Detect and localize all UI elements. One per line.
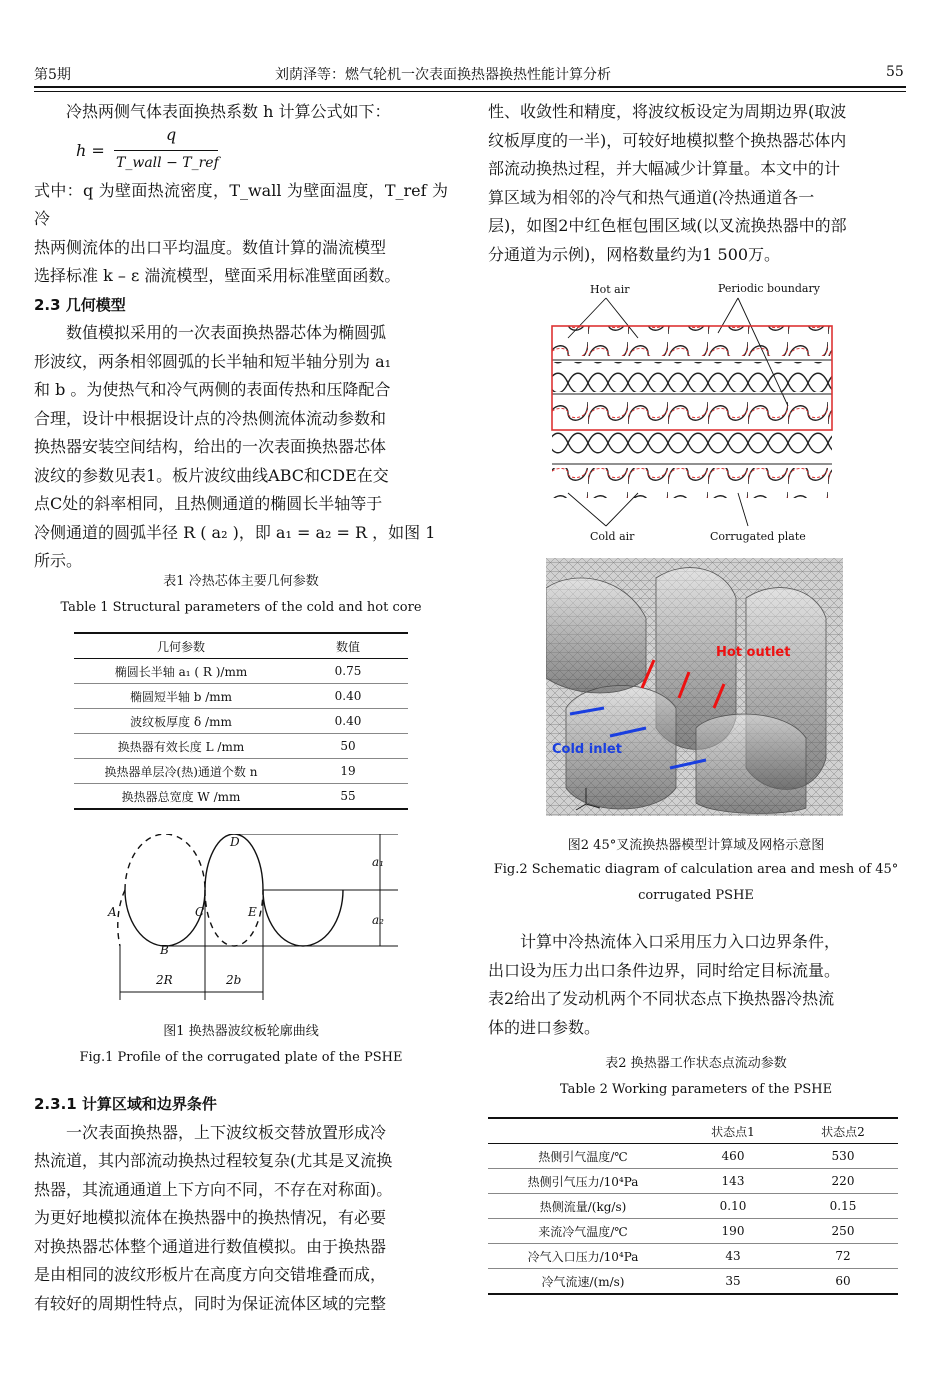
geo-line-6: 波纹的参数见表1。板片波纹曲线ABC和CDE在交 [34, 465, 389, 485]
table-row [488, 1219, 898, 1244]
fig1-label-b: B [160, 943, 169, 957]
table-cell: 0.40 [288, 684, 408, 709]
table-row [74, 784, 408, 810]
fig2-mesh-image [546, 558, 843, 816]
right-line-1: 性、收敛性和精度，将波纹板设定为周期边界(取波 [488, 102, 847, 121]
right-column-middle [488, 928, 904, 1042]
bc-line-5: 对换热器芯体整个通道进行数值模拟。由于换热器 [34, 1236, 387, 1256]
fig2-wave-row [552, 468, 832, 498]
table-cell: 热侧引气压力/10⁴Pa [488, 1169, 678, 1194]
left-column-bottom [34, 1090, 448, 1318]
header-rule-thin [34, 91, 906, 92]
fig2-corrugated-plate-label: Corrugated plate [710, 530, 806, 543]
fig1-label-e: E [248, 905, 257, 919]
fig1-label-a: A [108, 905, 117, 919]
bc-line-3: 热器，其流通通道上下方向不同，不存在对称面)。 [34, 1179, 393, 1199]
header-issue: 第5期 [34, 67, 71, 83]
table-cell: 190 [678, 1219, 788, 1244]
right-line-6: 分通道为示例)，网格数量约为1 500万。 [488, 244, 781, 264]
fig2-hot-outlet-label: Hot outlet [716, 645, 791, 660]
table-cell: 换热器总宽度 W /mm [74, 784, 288, 810]
right-line-5: 层)，如图2中红色框包围区域(以叉流换热器中的部 [488, 216, 847, 235]
fig2-caption-cn: 图2 45°叉流换热器模型计算域及网格示意图 [567, 838, 825, 853]
table1-caption-en: Table 1 Structural parameters of the cold and hot core [60, 600, 422, 615]
fig1-profile-diagram [80, 834, 410, 1006]
formula-numerator: q [166, 124, 177, 144]
fig1-label-a2: a₂ [372, 913, 384, 927]
table-cell: 55 [288, 784, 408, 810]
table-row [488, 1144, 898, 1169]
table2 [488, 1117, 898, 1295]
section-2-3-title: 2.3 几何模型 [34, 295, 126, 314]
fig2-cold-inlet-label: Cold inlet [552, 742, 622, 757]
table2-header: 状态点1 [678, 1118, 788, 1144]
table-cell: 19 [288, 759, 408, 784]
table-cell: 0.10 [678, 1194, 788, 1219]
table-row [74, 659, 408, 684]
table1-header: 数值 [288, 633, 408, 659]
fig1-label-d: D [230, 835, 240, 849]
fig2-cold-air-label: Cold air [590, 530, 635, 543]
table-row [74, 734, 408, 759]
table-cell: 椭圆短半轴 b /mm [74, 684, 288, 709]
fig1-left-arc [118, 890, 125, 946]
table-cell: 来流冷气温度/℃ [488, 1219, 678, 1244]
where-line-2: 热两侧流体的出口平均温度。数值计算的湍流模型 [34, 237, 387, 257]
formula-lhs: h = [76, 140, 105, 160]
fig1-bottom-arc [125, 890, 205, 946]
table1 [74, 632, 408, 810]
bc2-line-1: 计算中冷热流体入口采用压力入口边界条件， [520, 932, 841, 951]
geo-line-3: 和 b 。为使热气和冷气两侧的表面传热和压降配合 [34, 380, 391, 399]
right-line-3: 部流动换热过程，并大幅减少计算量。本文中的计 [488, 159, 841, 178]
fig2-caption-en-2: corrugated PSHE [638, 888, 754, 903]
fig1-e-arc [263, 890, 343, 946]
fig2-mesh-tube [696, 714, 806, 813]
table-cell: 72 [788, 1244, 898, 1269]
table-cell: 220 [788, 1169, 898, 1194]
fig1-label-2b: 2b [226, 973, 242, 987]
table-cell: 35 [678, 1269, 788, 1295]
bc2-line-3: 表2给出了发动机两个不同状态点下换热器冷热流 [488, 989, 835, 1008]
right-line-2: 纹板厚度的一半)，可较好地模拟整个换热器芯体内 [488, 130, 847, 150]
geo-line-8: 冷侧通道的圆弧半径 R ( a₂ )，即 a₁ = a₂ = R ，如图 1 [34, 522, 436, 542]
formula-denominator: T_wall − T_ref [116, 154, 219, 171]
table-row [488, 1169, 898, 1194]
fig1-label-a1: a₁ [372, 855, 384, 869]
table-cell: 250 [788, 1219, 898, 1244]
bc2-line-2: 出口设为压力出口条件边界，同时给定目标流量。 [488, 960, 841, 980]
table-row [74, 709, 408, 734]
fig2-wave-row [552, 396, 832, 426]
fig2-wave-row [552, 432, 832, 462]
right-column-top [488, 98, 904, 269]
geo-line-4: 合理，设计中根据设计点的冷热侧流体流动参数和 [34, 408, 387, 428]
right-line-4: 算区域为相邻的冷气和热气通道(冷热通道各一 [488, 187, 815, 207]
table-cell: 460 [678, 1144, 788, 1169]
table-cell: 椭圆长半轴 a₁ ( R )/mm [74, 659, 288, 684]
table-row [74, 684, 408, 709]
table-cell: 530 [788, 1144, 898, 1169]
table-cell: 43 [678, 1244, 788, 1269]
fig2-caption-en-1: Fig.2 Schematic diagram of calculation area and mesh of 45° [493, 862, 899, 877]
fig1-hot-arc [125, 834, 205, 890]
table-cell: 0.75 [288, 659, 408, 684]
section-2-3-1-title: 2.3.1 计算区域和边界条件 [34, 1095, 217, 1113]
fig2-wave-row [552, 362, 832, 392]
table2-caption-cn: 表2 换热器工作状态点流动参数 [605, 1056, 787, 1071]
table-cell: 换热器有效长度 L /mm [74, 734, 288, 759]
fig1-label-c: C [195, 905, 205, 919]
table-row [488, 1194, 898, 1219]
fig2-hot-air-label: Hot air [590, 283, 630, 296]
where-line-1: 式中：q 为壁面热流密度，T_wall 为壁面温度，T_ref 为冷 [34, 180, 448, 228]
header-page: 55 [886, 64, 904, 80]
bc-line-6: 是由相同的波纹形板片在高度方向交错堆叠而成， [34, 1265, 387, 1284]
header-rule [34, 86, 906, 88]
table-cell: 60 [788, 1269, 898, 1295]
geo-line-1: 数值模拟采用的一次表面换热器芯体为椭圆弧 [66, 323, 387, 342]
table2-header [488, 1118, 678, 1144]
table-cell: 换热器单层冷(热)通道个数 n [74, 759, 288, 784]
table2-header: 状态点2 [788, 1118, 898, 1144]
fig1-label-2r: 2R [156, 973, 173, 987]
bc2-line-4: 体的进口参数。 [488, 1017, 601, 1037]
fig2-channel-schematic [548, 278, 838, 548]
table-cell: 冷气流速/(m/s) [488, 1269, 678, 1295]
table-cell: 波纹板厚度 δ /mm [74, 709, 288, 734]
geo-line-2: 形波纹，两条相邻圆弧的长半轴和短半轴分别为 a₁ [34, 351, 392, 371]
formula [76, 124, 448, 177]
bc-line-7: 有较好的周期性特点，同时为保证流体区域的完整 [34, 1293, 387, 1313]
left-column-top [34, 98, 448, 576]
fig1-caption-cn: 图1 换热器波纹板轮廓曲线 [163, 1024, 319, 1039]
header-title: 刘荫泽等：燃气轮机一次表面换热器换热性能计算分析 [275, 67, 611, 83]
fig2-mesh-svg [546, 558, 843, 816]
table-cell: 热侧引气温度/℃ [488, 1144, 678, 1169]
where-line-3: 选择标准 k – ε 湍流模型，壁面采用标准壁面函数。 [34, 266, 401, 285]
table-cell: 50 [288, 734, 408, 759]
table-cell: 143 [678, 1169, 788, 1194]
table2-header-row [488, 1118, 898, 1144]
table-cell: 0.40 [288, 709, 408, 734]
geo-line-5: 换热器安装空间结构，给出的一次表面换热器芯体 [34, 437, 387, 456]
formula-intro: 冷热两侧气体表面换热系数 h 计算公式如下： [66, 102, 391, 121]
table-cell: 热侧流量/(kg/s) [488, 1194, 678, 1219]
table1-caption-cn: 表1 冷热芯体主要几何参数 [163, 574, 319, 589]
table-row [74, 759, 408, 784]
fig1-caption-en: Fig.1 Profile of the corrugated plate of the PSHE [79, 1050, 403, 1065]
table-row [488, 1244, 898, 1269]
table-cell: 冷气入口压力/10⁴Pa [488, 1244, 678, 1269]
table1-header: 几何参数 [74, 633, 288, 659]
bc-line-2: 热流道，其内部流动换热过程较复杂(尤其是叉流换 [34, 1151, 393, 1170]
geo-line-7: 点C处的斜率相同，且热侧通道的椭圆长半轴等于 [34, 494, 383, 513]
fig2-periodic-boundary-label: Periodic boundary [718, 282, 820, 295]
table2-caption-en: Table 2 Working parameters of the PSHE [559, 1082, 833, 1097]
table-row [488, 1269, 898, 1295]
bc-line-1: 一次表面换热器，上下波纹板交替放置形成冷 [66, 1122, 387, 1142]
table1-header-row [74, 633, 408, 659]
fig2-wave-row [552, 326, 832, 356]
bc-line-4: 为更好地模拟流体在换热器中的换热情况，有必要 [34, 1208, 387, 1227]
table-cell: 0.15 [788, 1194, 898, 1219]
geo-line-9: 所示。 [34, 551, 83, 570]
